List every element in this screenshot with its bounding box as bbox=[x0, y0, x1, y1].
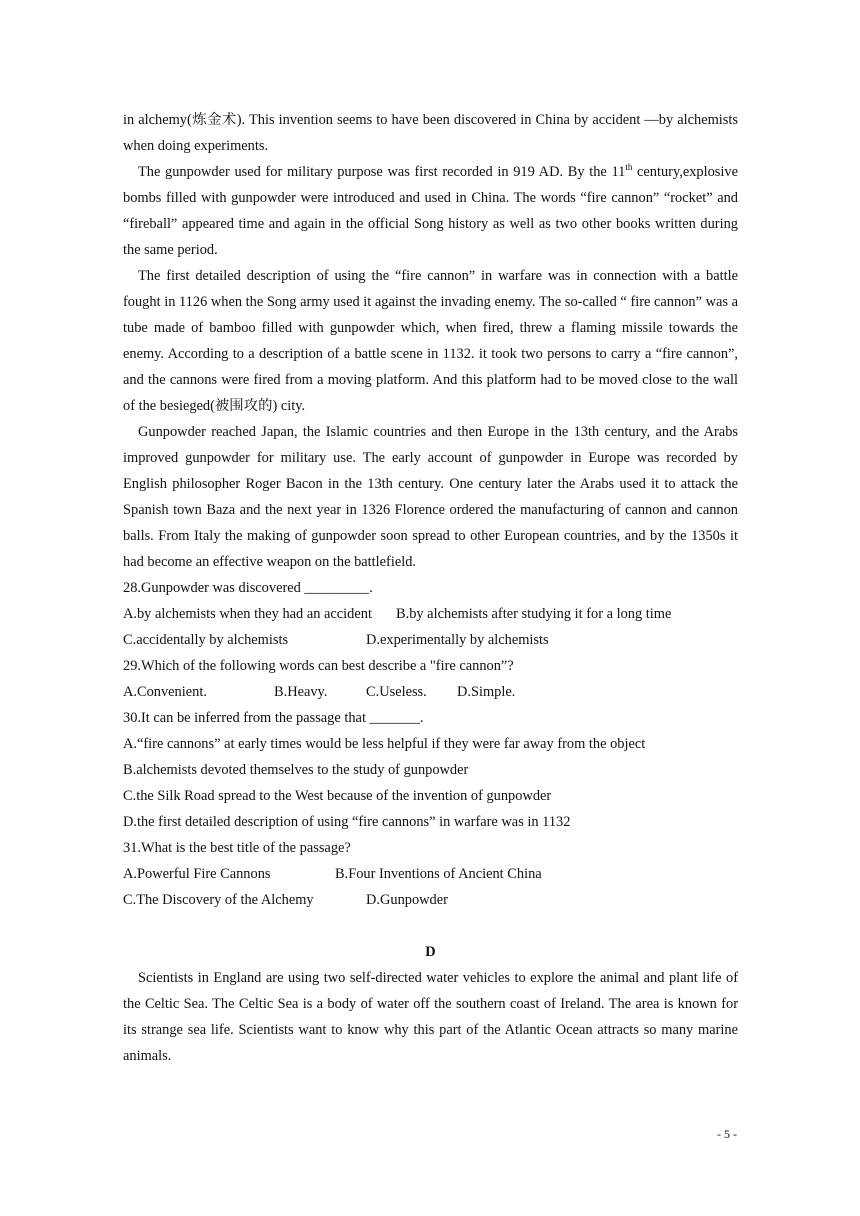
question-28-option-b: B.by alchemists after studying it for a long time bbox=[396, 606, 672, 622]
question-28-stem: 28.Gunpowder was discovered _________. bbox=[123, 580, 373, 596]
document-page bbox=[123, 107, 738, 1069]
question-28-option-d: D.experimentally by alchemists bbox=[366, 632, 549, 648]
passage-c-paragraph-3: The first detailed description of using the “fire cannon” in warfare was in connection with a battle fought in 1126 when the Song army used it against the invading enemy. The so-called “ fire cannon” was a tube made of bamboo filled with gunpowder which, when fired, threw a flaming missile towards the enemy. According to a description of a battle scene in 1132. it took two persons to carry a “fire cannon”, and the cannons were fired from a moving platform. And this platform had to be moved close to the wall of the besieged(被围攻的) city. bbox=[123, 268, 738, 414]
question-30-option-d: D.the first detailed description of using “fire cannons” in warfare was in 1132 bbox=[123, 814, 571, 830]
question-30-option-a: A.“fire cannons” at early times would be less helpful if they were far away from the object bbox=[123, 736, 646, 752]
question-28-options-row-2 bbox=[123, 627, 738, 653]
passage-d-paragraph-1: Scientists in England are using two self-directed water vehicles to explore the animal and plant life of the Celtic Sea. The Celtic Sea is a body of water off the southern coast of Ireland. The area is known for its strange sea life. Scientists want to know why this part of the Atlantic Ocean attracts so many marine animals. bbox=[123, 970, 738, 1064]
question-29-option-c: C.Useless. bbox=[366, 684, 427, 700]
question-29-stem: 29.Which of the following words can best describe a "fire cannon”? bbox=[123, 658, 514, 674]
passage-c-paragraph-4: Gunpowder reached Japan, the Islamic countries and then Europe in the 13th century, and the Arabs improved gunpowder for military use. The early account of gunpowder in Europe was recorded by English philosopher Roger Bacon in the 13th century. One century later the Arabs used it to attack the Spanish town Baza and the next year in 1326 Florence ordered the manufacturing of cannon and cannon balls. From Italy the making of gunpowder soon spread to other European countries, and by the 1350s it had become an effective weapon on the battlefield. bbox=[123, 424, 738, 570]
question-31-option-d: D.Gunpowder bbox=[366, 892, 448, 908]
question-31-options-row-1 bbox=[123, 861, 738, 887]
question-28-option-c: C.accidentally by alchemists bbox=[123, 632, 289, 648]
passage-c-paragraph-2 bbox=[123, 159, 738, 263]
page-number: - 5 - bbox=[717, 1127, 737, 1141]
question-31-stem: 31.What is the best title of the passage? bbox=[123, 840, 351, 856]
question-28-options-row-1 bbox=[123, 601, 738, 627]
question-29-option-a: A.Convenient. bbox=[123, 684, 207, 700]
question-30-option-c: C.the Silk Road spread to the West because of the invention of gunpowder bbox=[123, 788, 552, 804]
question-29-option-d: D.Simple. bbox=[457, 684, 516, 700]
question-31-option-c: C.The Discovery of the Alchemy bbox=[123, 892, 314, 908]
question-29-options-row bbox=[123, 679, 738, 705]
question-31-option-a: A.Powerful Fire Cannons bbox=[123, 866, 271, 882]
paragraph-2-start: The gunpowder used for military purpose was first recorded in 919 AD. By the 11 bbox=[138, 164, 626, 180]
question-29-option-b: B.Heavy. bbox=[274, 684, 328, 700]
passage-d-heading: D bbox=[425, 944, 436, 960]
question-31-option-b: B.Four Inventions of Ancient China bbox=[335, 866, 542, 882]
ordinal-superscript: th bbox=[625, 162, 633, 173]
paragraph-2-end: century,explosive bombs filled with gunpowder were introduced and used in China. The words “fire cannon” “rocket” and “fireball” appeared time and again in the official Song history as well as two other books written during the same period. bbox=[123, 164, 738, 258]
question-30-option-b: B.alchemists devoted themselves to the study of gunpowder bbox=[123, 762, 469, 778]
question-30-stem: 30.It can be inferred from the passage that _______. bbox=[123, 710, 424, 726]
question-28-option-a: A.by alchemists when they had an accident bbox=[123, 606, 372, 622]
question-31-options-row-2 bbox=[123, 887, 738, 913]
passage-c-paragraph-1: in alchemy(炼金术). This invention seems to have been discovered in China by accident —by alchemists when doing experiments. bbox=[123, 112, 738, 154]
